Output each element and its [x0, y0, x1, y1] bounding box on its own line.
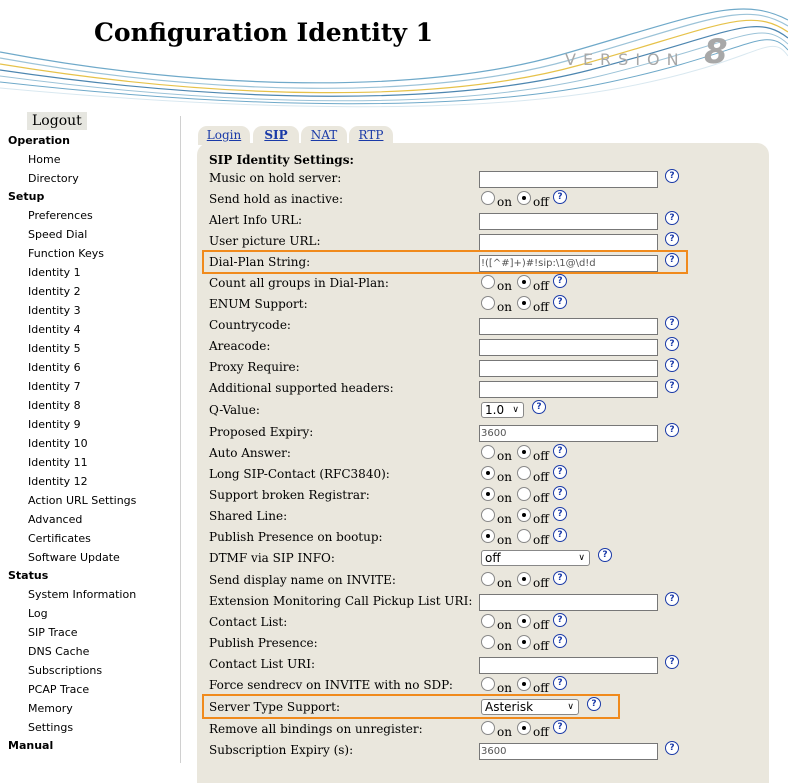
contact-list-on-label: on	[497, 618, 512, 632]
force-sendrecv-on-invite-with-no-sdp-help-icon[interactable]: ?	[553, 676, 567, 690]
send-hold-as-inactive-off-label: off	[533, 195, 549, 209]
sidebar-section-manual[interactable]: Manual	[8, 739, 54, 752]
shared-line-off-label: off	[533, 512, 549, 526]
tab-sip[interactable]: SIP	[253, 126, 299, 145]
countrycode-help-icon[interactable]: ?	[665, 316, 679, 330]
additional-supported-headers-help-icon[interactable]: ?	[665, 379, 679, 393]
q-value-help-icon[interactable]: ?	[532, 400, 546, 414]
auto-answer-on-radio[interactable]	[481, 445, 495, 459]
send-hold-as-inactive-on-label: on	[497, 195, 512, 209]
send-display-name-on-invite-on-radio[interactable]	[481, 572, 495, 586]
support-broken-registrar-off-label: off	[533, 491, 549, 505]
extension-monitoring-call-pickup-list-uri-input[interactable]	[479, 594, 658, 611]
send-display-name-on-invite-on-label: on	[497, 576, 512, 590]
dial-plan-string-input[interactable]: !([^#]+)#!sip:\1@\d!d	[479, 255, 658, 272]
sidebar-item-identity-12[interactable]: Identity 12	[28, 475, 88, 488]
extension-monitoring-call-pickup-list-uri-help-icon[interactable]: ?	[665, 592, 679, 606]
remove-all-bindings-on-unregister-help-icon[interactable]: ?	[553, 720, 567, 734]
page-header	[0, 0, 788, 110]
enum-support-off-radio[interactable]	[517, 296, 531, 310]
tab-rtp[interactable]: RTP	[349, 126, 393, 145]
auto-answer-on-label: on	[497, 449, 512, 463]
send-hold-as-inactive-on-radio[interactable]	[481, 191, 495, 205]
sidebar-item-identity-9[interactable]: Identity 9	[28, 418, 81, 431]
page-title: Configuration Identity 1	[94, 18, 434, 47]
long-sip-contact-rfc3840-on-label: on	[497, 470, 512, 484]
long-sip-contact-rfc3840-off-label: off	[533, 470, 549, 484]
publish-presence-help-icon[interactable]: ?	[553, 634, 567, 648]
chevron-down-icon: ∨	[578, 553, 585, 563]
server-type-support-label: Server Type Support:	[209, 700, 341, 714]
support-broken-registrar-label: Support broken Registrar:	[209, 488, 370, 502]
send-display-name-on-invite-help-icon[interactable]: ?	[553, 571, 567, 585]
long-sip-contact-rfc3840-help-icon[interactable]: ?	[553, 465, 567, 479]
publish-presence-off-label: off	[533, 639, 549, 653]
areacode-label: Areacode:	[209, 339, 271, 353]
shared-line-off-radio[interactable]	[517, 508, 531, 522]
auto-answer-help-icon[interactable]: ?	[553, 444, 567, 458]
sidebar-item-directory[interactable]: Directory	[28, 172, 79, 185]
sidebar-item-advanced[interactable]: Advanced	[28, 513, 83, 526]
sidebar-item-sip-trace[interactable]: SIP Trace	[28, 626, 78, 639]
publish-presence-on-bootup-on-radio[interactable]	[481, 529, 495, 543]
shared-line-on-label: on	[497, 512, 512, 526]
publish-presence-on-bootup-off-radio[interactable]	[517, 529, 531, 543]
contact-list-label: Contact List:	[209, 615, 288, 629]
dtmf-via-sip-info-help-icon[interactable]: ?	[598, 548, 612, 562]
publish-presence-on-bootup-label: Publish Presence on bootup:	[209, 530, 383, 544]
sidebar-item-identity-6[interactable]: Identity 6	[28, 361, 81, 374]
panel-title: SIP Identity Settings:	[209, 153, 354, 167]
contact-list-uri-label: Contact List URI:	[209, 657, 316, 671]
count-all-groups-in-dial-plan-on-label: on	[497, 279, 512, 293]
sidebar-item-identity-5[interactable]: Identity 5	[28, 342, 81, 355]
subscription-expiry-s-label: Subscription Expiry (s):	[209, 743, 354, 757]
sidebar-item-log[interactable]: Log	[28, 607, 48, 620]
sidebar-section-setup[interactable]: Setup	[8, 190, 45, 203]
proposed-expiry-label: Proposed Expiry:	[209, 425, 314, 439]
tab-nat[interactable]: NAT	[301, 126, 347, 145]
dial-plan-string-highlight-box	[202, 250, 688, 274]
count-all-groups-in-dial-plan-on-radio[interactable]	[481, 275, 495, 289]
music-on-hold-server-help-icon[interactable]: ?	[665, 169, 679, 183]
support-broken-registrar-off-radio[interactable]	[517, 487, 531, 501]
long-sip-contact-rfc3840-off-radio[interactable]	[517, 466, 531, 480]
enum-support-on-radio[interactable]	[481, 296, 495, 310]
areacode-input[interactable]	[479, 339, 658, 356]
force-sendrecv-on-invite-with-no-sdp-off-radio[interactable]	[517, 677, 531, 691]
sidebar-item-home[interactable]: Home	[28, 153, 61, 166]
sidebar-item-certificates[interactable]: Certificates	[28, 532, 91, 545]
publish-presence-off-radio[interactable]	[517, 635, 531, 649]
publish-presence-on-bootup-off-label: off	[533, 533, 549, 547]
support-broken-registrar-help-icon[interactable]: ?	[553, 486, 567, 500]
tab-login[interactable]: Login	[198, 126, 250, 145]
music-on-hold-server-input[interactable]	[479, 171, 658, 188]
sidebar-item-memory[interactable]: Memory	[28, 702, 73, 715]
remove-all-bindings-on-unregister-off-label: off	[533, 725, 549, 739]
sidebar-item-dns-cache[interactable]: DNS Cache	[28, 645, 90, 658]
dtmf-via-sip-info-label: DTMF via SIP INFO:	[209, 551, 335, 565]
publish-presence-on-radio[interactable]	[481, 635, 495, 649]
music-on-hold-server-label: Music on hold server:	[209, 171, 342, 185]
enum-support-help-icon[interactable]: ?	[553, 295, 567, 309]
user-picture-url-help-icon[interactable]: ?	[665, 232, 679, 246]
support-broken-registrar-on-label: on	[497, 491, 512, 505]
proxy-require-help-icon[interactable]: ?	[665, 358, 679, 372]
proxy-require-label: Proxy Require:	[209, 360, 300, 374]
sidebar-item-system-information[interactable]: System Information	[28, 588, 137, 601]
shared-line-on-radio[interactable]	[481, 508, 495, 522]
sidebar-item-function-keys[interactable]: Function Keys	[28, 247, 104, 260]
proposed-expiry-input[interactable]: 3600	[479, 425, 658, 442]
auto-answer-off-radio[interactable]	[517, 445, 531, 459]
sidebar-section-status[interactable]: Status	[8, 569, 49, 582]
alert-info-url-label: Alert Info URL:	[209, 213, 303, 227]
q-value-label: Q-Value:	[209, 403, 260, 417]
long-sip-contact-rfc3840-label: Long SIP-Contact (RFC3840):	[209, 467, 390, 481]
sidebar-item-action-url-settings[interactable]: Action URL Settings	[28, 494, 137, 507]
count-all-groups-in-dial-plan-help-icon[interactable]: ?	[553, 274, 567, 288]
sidebar-item-identity-3[interactable]: Identity 3	[28, 304, 81, 317]
shared-line-label: Shared Line:	[209, 509, 288, 523]
proxy-require-input[interactable]	[479, 360, 658, 377]
alert-info-url-help-icon[interactable]: ?	[665, 211, 679, 225]
subscription-expiry-s-input[interactable]: 3600	[479, 743, 658, 760]
publish-presence-label: Publish Presence:	[209, 636, 318, 650]
sidebar-divider	[180, 116, 181, 763]
proposed-expiry-help-icon[interactable]: ?	[665, 423, 679, 437]
force-sendrecv-on-invite-with-no-sdp-on-label: on	[497, 681, 512, 695]
force-sendrecv-on-invite-with-no-sdp-label: Force sendrecv on INVITE with no SDP:	[209, 678, 453, 692]
count-all-groups-in-dial-plan-off-radio[interactable]	[517, 275, 531, 289]
sidebar-item-identity-11[interactable]: Identity 11	[28, 456, 88, 469]
sidebar-item-settings[interactable]: Settings	[28, 721, 74, 734]
sidebar-item-software-update[interactable]: Software Update	[28, 551, 120, 564]
sidebar-item-preferences[interactable]: Preferences	[28, 209, 93, 222]
extension-monitoring-call-pickup-list-uri-label: Extension Monitoring Call Pickup List URI:	[209, 594, 473, 608]
dial-plan-string-label: Dial-Plan String:	[209, 255, 311, 269]
dial-plan-string-help-icon[interactable]: ?	[665, 253, 679, 267]
count-all-groups-in-dial-plan-off-label: off	[533, 279, 549, 293]
remove-all-bindings-on-unregister-on-radio[interactable]	[481, 721, 495, 735]
user-picture-url-label: User picture URL:	[209, 234, 321, 248]
contact-list-help-icon[interactable]: ?	[553, 613, 567, 627]
countrycode-label: Countrycode:	[209, 318, 291, 332]
user-picture-url-input[interactable]	[479, 234, 658, 251]
logout-button[interactable]: Logout	[27, 112, 87, 130]
contact-list-on-radio[interactable]	[481, 614, 495, 628]
sidebar-item-identity-1[interactable]: Identity 1	[28, 266, 81, 279]
send-hold-as-inactive-label: Send hold as inactive:	[209, 192, 343, 206]
chevron-down-icon: ∨	[512, 405, 519, 415]
additional-supported-headers-input[interactable]	[479, 381, 658, 398]
areacode-help-icon[interactable]: ?	[665, 337, 679, 351]
long-sip-contact-rfc3840-on-radio[interactable]	[481, 466, 495, 480]
dtmf-via-sip-info-select[interactable]: off ∨	[481, 550, 590, 566]
contact-list-uri-input[interactable]	[479, 657, 658, 674]
support-broken-registrar-on-radio[interactable]	[481, 487, 495, 501]
server-type-support-highlight-box	[202, 694, 620, 719]
count-all-groups-in-dial-plan-label: Count all groups in Dial-Plan:	[209, 276, 389, 290]
sidebar-item-identity-7[interactable]: Identity 7	[28, 380, 81, 393]
contact-list-uri-help-icon[interactable]: ?	[665, 655, 679, 669]
sidebar-item-subscriptions[interactable]: Subscriptions	[28, 664, 103, 677]
send-display-name-on-invite-off-label: off	[533, 576, 549, 590]
publish-presence-on-label: on	[497, 639, 512, 653]
chevron-down-icon: ∨	[567, 702, 574, 712]
subscription-expiry-s-help-icon[interactable]: ?	[665, 741, 679, 755]
contact-list-off-label: off	[533, 618, 549, 632]
sidebar-section-operation[interactable]: Operation	[8, 134, 70, 147]
send-hold-as-inactive-help-icon[interactable]: ?	[553, 190, 567, 204]
q-value-select[interactable]: 1.0 ∨	[481, 402, 524, 418]
publish-presence-on-bootup-help-icon[interactable]: ?	[553, 528, 567, 542]
sidebar-item-identity-4[interactable]: Identity 4	[28, 323, 81, 336]
auto-answer-label: Auto Answer:	[209, 446, 291, 460]
sidebar-item-pcap-trace[interactable]: PCAP Trace	[28, 683, 90, 696]
shared-line-help-icon[interactable]: ?	[553, 507, 567, 521]
sidebar-item-identity-2[interactable]: Identity 2	[28, 285, 81, 298]
server-type-support-select[interactable]: Asterisk ∨	[481, 699, 579, 715]
version-number: 8	[704, 32, 728, 72]
sidebar-item-speed-dial[interactable]: Speed Dial	[28, 228, 88, 241]
remove-all-bindings-on-unregister-off-radio[interactable]	[517, 721, 531, 735]
countrycode-input[interactable]	[479, 318, 658, 335]
remove-all-bindings-on-unregister-label: Remove all bindings on unregister:	[209, 722, 423, 736]
sidebar-item-identity-10[interactable]: Identity 10	[28, 437, 88, 450]
enum-support-label: ENUM Support:	[209, 297, 308, 311]
send-hold-as-inactive-off-radio[interactable]	[517, 191, 531, 205]
enum-support-off-label: off	[533, 300, 549, 314]
additional-supported-headers-label: Additional supported headers:	[209, 381, 394, 395]
remove-all-bindings-on-unregister-on-label: on	[497, 725, 512, 739]
force-sendrecv-on-invite-with-no-sdp-off-label: off	[533, 681, 549, 695]
contact-list-off-radio[interactable]	[517, 614, 531, 628]
version-label: VERSION	[565, 50, 686, 69]
sidebar-item-identity-8[interactable]: Identity 8	[28, 399, 81, 412]
force-sendrecv-on-invite-with-no-sdp-on-radio[interactable]	[481, 677, 495, 691]
send-display-name-on-invite-off-radio[interactable]	[517, 572, 531, 586]
auto-answer-off-label: off	[533, 449, 549, 463]
alert-info-url-input[interactable]	[479, 213, 658, 230]
send-display-name-on-invite-label: Send display name on INVITE:	[209, 573, 396, 587]
enum-support-on-label: on	[497, 300, 512, 314]
publish-presence-on-bootup-on-label: on	[497, 533, 512, 547]
server-type-support-help-icon[interactable]: ?	[587, 697, 601, 711]
